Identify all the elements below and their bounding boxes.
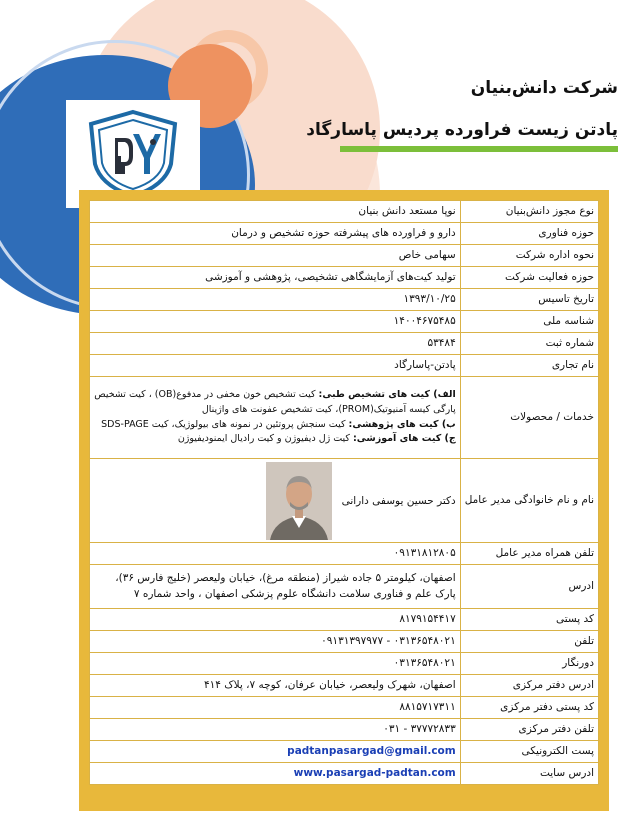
ceo-name: دکتر حسین یوسفی دارانی [341,494,456,507]
table-row [90,631,599,653]
label-hq-address: ادرس دفتر مرکزی [460,675,598,697]
label-license: نوع مجوز دانش‌بنیان [460,201,598,223]
value-hq-address: اصفهان، شهرک ولیعصر، خیابان عرفان، کوچه ۷، پلاک ۴۱۴ [90,675,461,697]
table-row [90,311,599,333]
company-name: پادتن زیست فراورده پردیس پاسارگاد [306,120,618,140]
label-tech: حوزه فناوری [460,223,598,245]
padtan-shield-logo-icon [81,108,185,200]
table-row [90,675,599,697]
label-address: ادرس [460,565,598,609]
value-activity: تولید کیت‌های آزمایشگاهی تشخیصی، پژوهشی و آموزشی [90,267,461,289]
service-group-education [94,432,456,447]
website-link[interactable]: www.pasargad-padtan.com [293,766,456,779]
table-row [90,741,599,763]
value-hq-phone: ۳۷۷۷۲۸۳۳ - ۰۳۱ [90,719,461,741]
value-postal: ۸۱۷۹۱۵۴۴۱۷ [90,609,461,631]
value-website [90,763,461,785]
label-mgmt: نحوه اداره شرکت [460,245,598,267]
value-tech: دارو و فراورده های پیشرفته حوزه تشخیص و درمان [90,223,461,245]
label-postal: کد پستی [460,609,598,631]
value-email [90,741,461,763]
label-phone: تلفن [460,631,598,653]
service-text: کیت ژل دیفیوژن و کیت رادیال ایمنودیفیوژن [177,433,350,445]
info-panel [79,190,609,811]
table-row [90,245,599,267]
label-website: ادرس سایت [460,763,598,785]
value-fax: ۰۳۱۳۶۵۴۸۰۲۱ [90,653,461,675]
table-row [90,543,599,565]
service-heading: ج) کیت های آموزشی: [352,433,456,445]
table-row [90,377,599,459]
label-reg-no: شماره ثبت [460,333,598,355]
value-hq-postal: ۸۸۱۵۷۱۷۳۱۱ [90,697,461,719]
value-ceo-phone: ۰۹۱۳۱۸۱۲۸۰۵ [90,543,461,565]
table-row [90,267,599,289]
table-row [90,355,599,377]
value-address: اصفهان، کیلومتر ۵ جاده شیراز (منطقه مرغ)، خیابان ولیعصر (خلیج فارس ۳۶)، پارک علم و فناوری سلامت دانشگاه علوم پزشکی اصفهان ، واحد شماره ۷ [90,565,461,609]
table-row [90,763,599,785]
label-email: پست الکترونیکی [460,741,598,763]
label-ceo-phone: تلفن همراه مدیر عامل [460,543,598,565]
table-row [90,223,599,245]
table-row [90,609,599,631]
label-hq-phone: تلفن دفتر مرکزی [460,719,598,741]
service-heading: الف) کیت های تشخیص طبی: [318,389,456,401]
header-title: شرکت دانش‌بنیان [470,78,618,98]
value-national-id: ۱۴۰۰۴۶۷۵۴۸۵ [90,311,461,333]
value-founded: ۱۳۹۳/۱۰/۲۵ [90,289,461,311]
email-link[interactable]: padtanpasargad@gmail.com [287,744,456,757]
label-national-id: شناسه ملی [460,311,598,333]
table-row [90,333,599,355]
table-row [90,459,599,543]
value-license: نوپا مستعد دانش بنیان [90,201,461,223]
table-row [90,719,599,741]
service-heading: ب) کیت های پژوهشی: [348,418,456,430]
table-row [90,565,599,609]
label-brand: نام تجاری [460,355,598,377]
service-text: کیت تشخیص خون مخفی در مدفوع(OB) ، کیت تشخیص پارگی کیسه آمنیوتیک(PROM)، کیت تشخیص عفونت های واژینال [94,389,456,415]
label-fax: دورنگار [460,653,598,675]
table-row [90,697,599,719]
service-group-research [94,418,456,433]
table-row [90,289,599,311]
value-services [90,377,461,459]
value-ceo [90,459,461,543]
ceo-photo [266,462,332,540]
label-services: خدمات / محصولات [460,377,598,459]
label-hq-postal: کد پستی دفتر مرکزی [460,697,598,719]
label-activity: حوزه فعالیت شرکت [460,267,598,289]
header-underline [340,146,618,152]
table-row [90,653,599,675]
value-phone: ۰۳۱۳۶۵۴۸۰۲۱ - ۰۹۱۳۱۳۹۷۹۷۷ [90,631,461,653]
service-text: کیت سنجش پروتئین در نمونه های بیولوژیک، کیت SDS-PAGE [101,418,346,430]
service-group-medical [94,388,456,417]
table-row [90,201,599,223]
value-brand: پادتن-پاسارگاد [90,355,461,377]
label-ceo: نام و نام خانوادگی مدیر عامل [460,459,598,543]
company-info-table [89,200,599,785]
label-founded: تاریخ تاسیس [460,289,598,311]
value-reg-no: ۵۳۴۸۴ [90,333,461,355]
value-mgmt: سهامی خاص [90,245,461,267]
